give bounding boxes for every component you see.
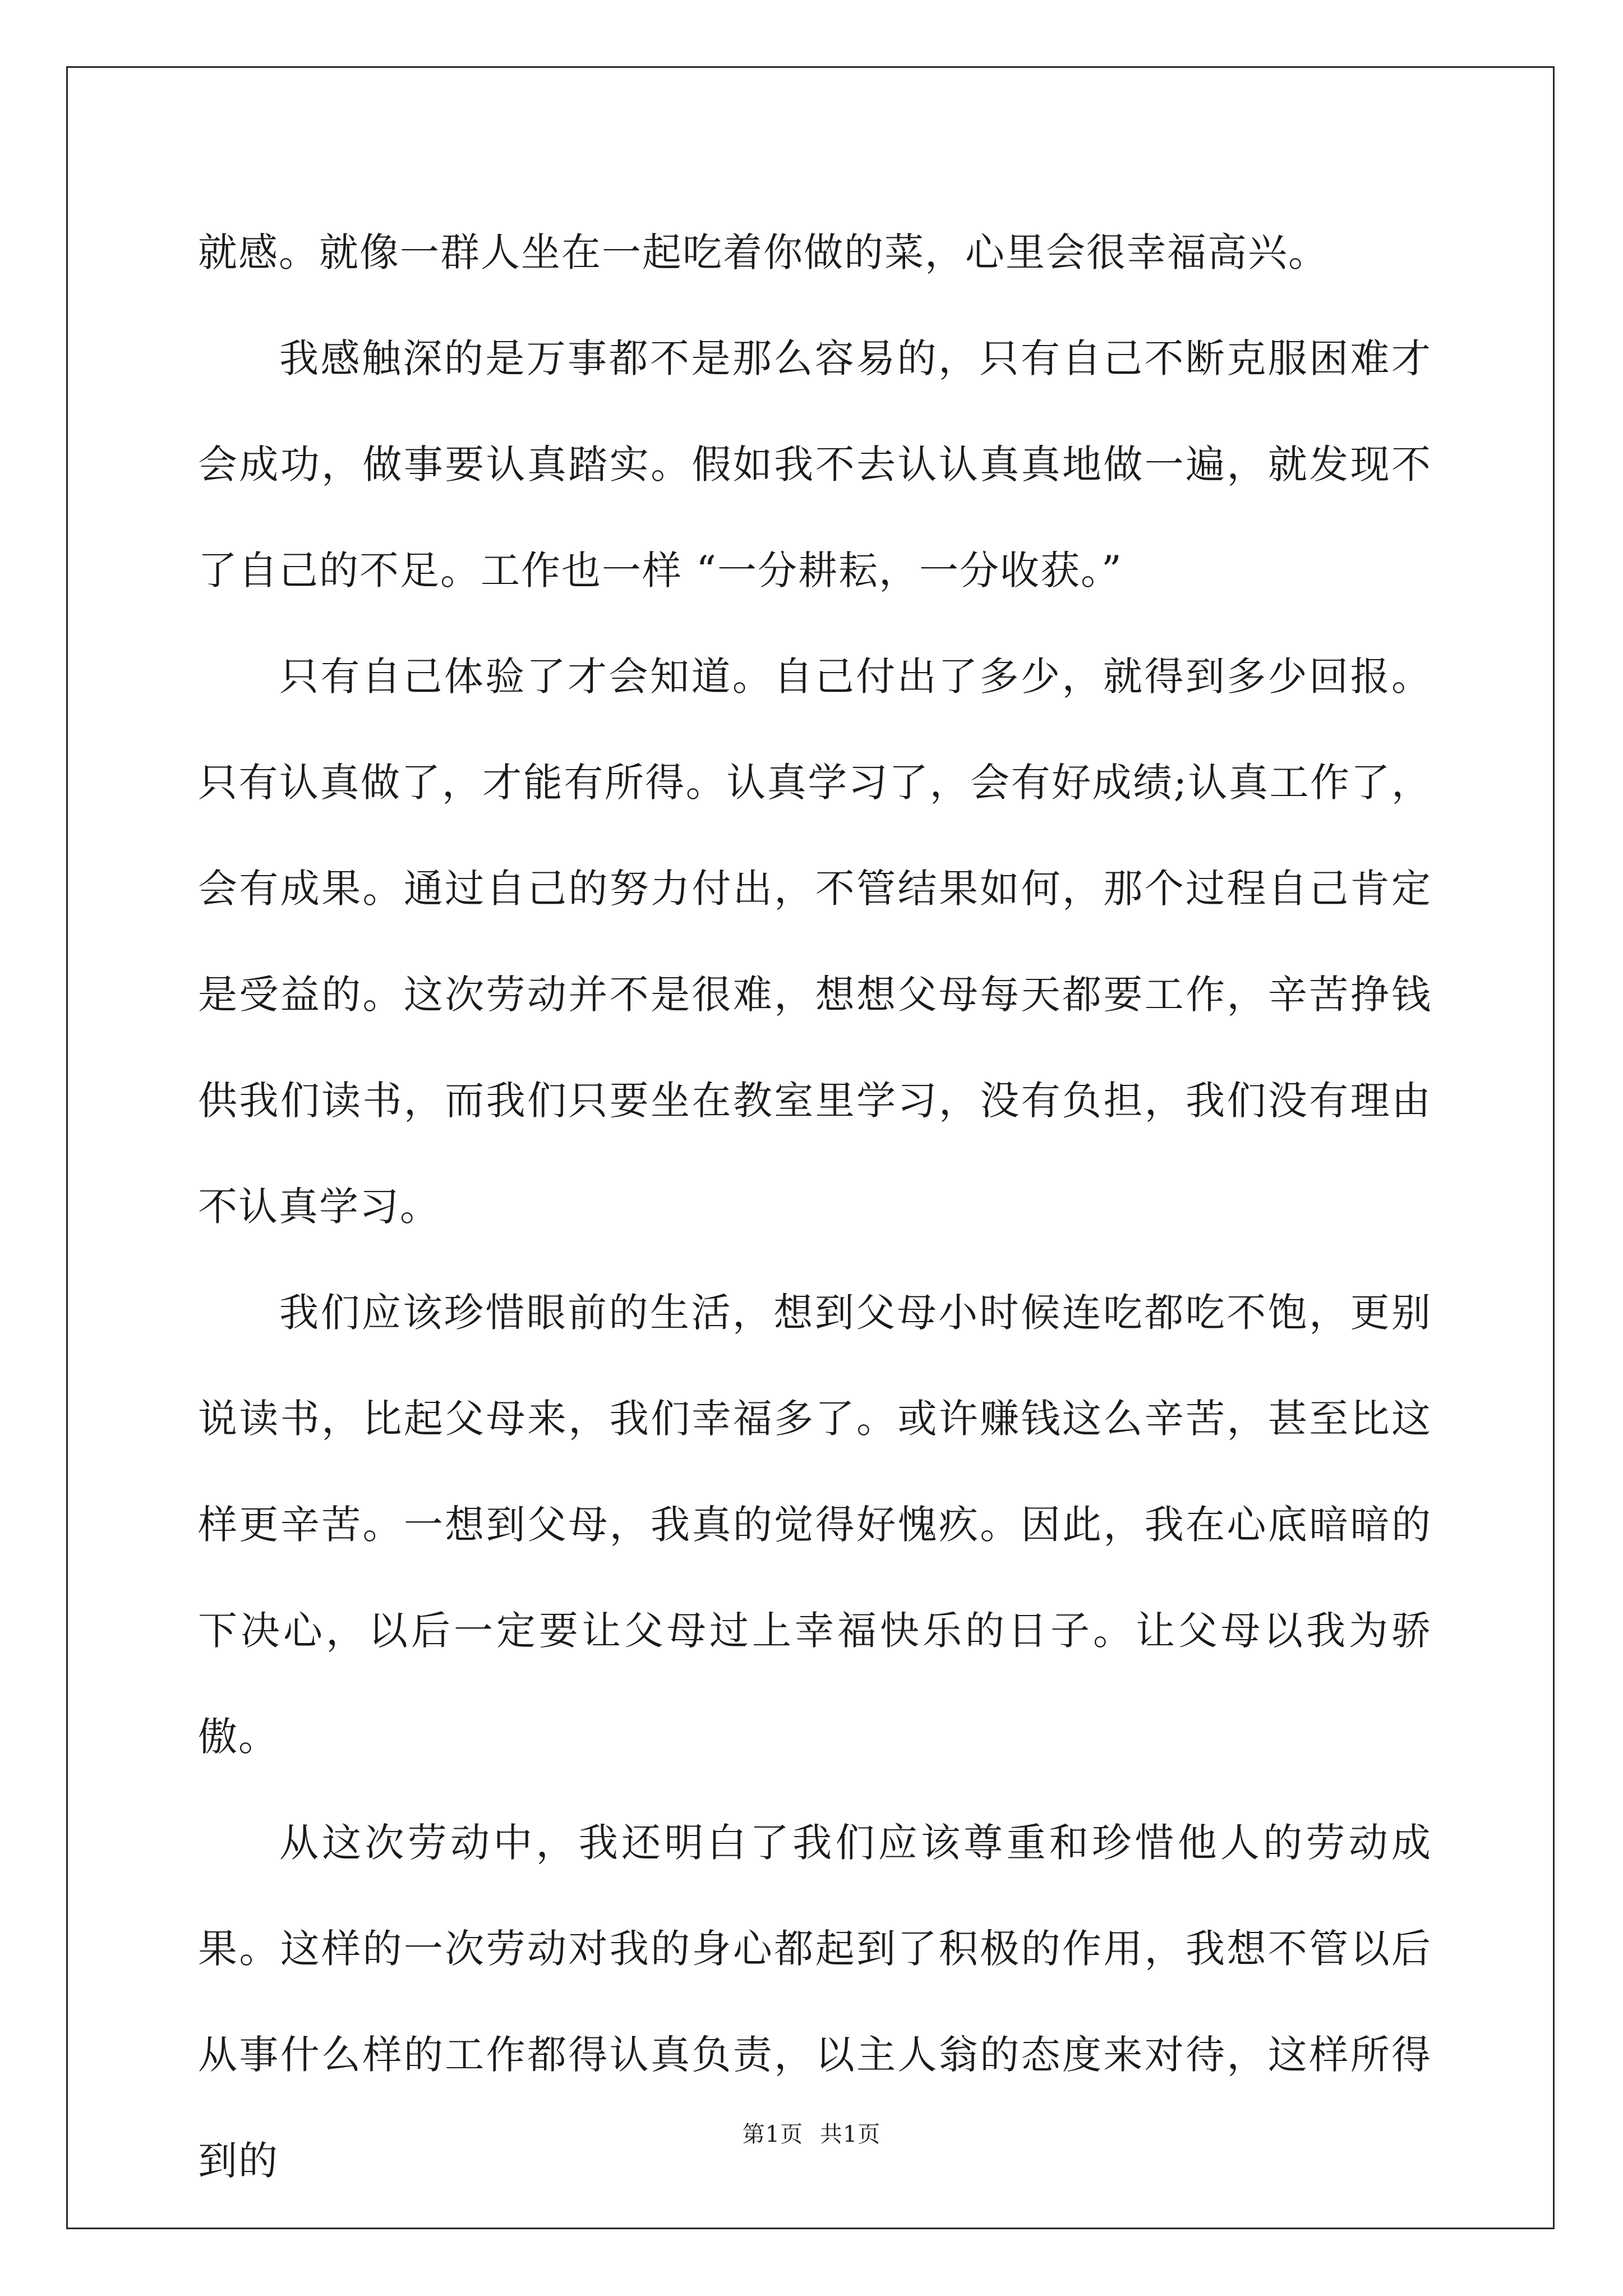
page-number: 第1页 bbox=[742, 2122, 804, 2147]
paragraph-3: 只有自己体验了才会知道。自己付出了多少，就得到多少回报。只有认真做了，才能有所得。认真学习了，会有好成绩;认真工作了，会有成果。通过自己的努力付出，不管结果如何，那个过程自己肯定是受益的。这次劳动并不是很难，想想父母每天都要工作，辛苦挣钱供我们读书，而我们只要坐在教室里学习，没有负担，我们没有理由不认真学习。 bbox=[198, 654, 1432, 1230]
page-total: 共1页 bbox=[819, 2122, 881, 2147]
document-body bbox=[198, 200, 1432, 2214]
paragraph-5: 从这次劳动中，我还明白了我们应该尊重和珍惜他人的劳动成果。这样的一次劳动对我的身心都起到了积极的作用，我想不管以后从事什么样的工作都得认真负责，以主人翁的态度来对待，这样所得到的 bbox=[198, 1820, 1432, 2184]
paragraph-2: 我感触深的是万事都不是那么容易的，只有自己不断克服困难才会成功，做事要认真踏实。假如我不去认认真真地做一遍，就发现不了自己的不足。工作也一样 “一分耕耘，一分收获。” bbox=[198, 335, 1432, 593]
paragraph-4: 我们应该珍惜眼前的生活，想到父母小时候连吃都吃不饱，更别说读书，比起父母来，我们幸福多了。或许赚钱这么辛苦，甚至比这样更辛苦。一想到父母，我真的觉得好愧疚。因此，我在心底暗暗的下决心，以后一定要让父母过上幸福快乐的日子。让父母以我为骄傲。 bbox=[198, 1290, 1432, 1760]
paragraph-1: 就感。就像一群人坐在一起吃着你做的菜，心里会很幸福高兴。 bbox=[198, 229, 1329, 275]
page-footer bbox=[0, 2120, 1623, 2148]
